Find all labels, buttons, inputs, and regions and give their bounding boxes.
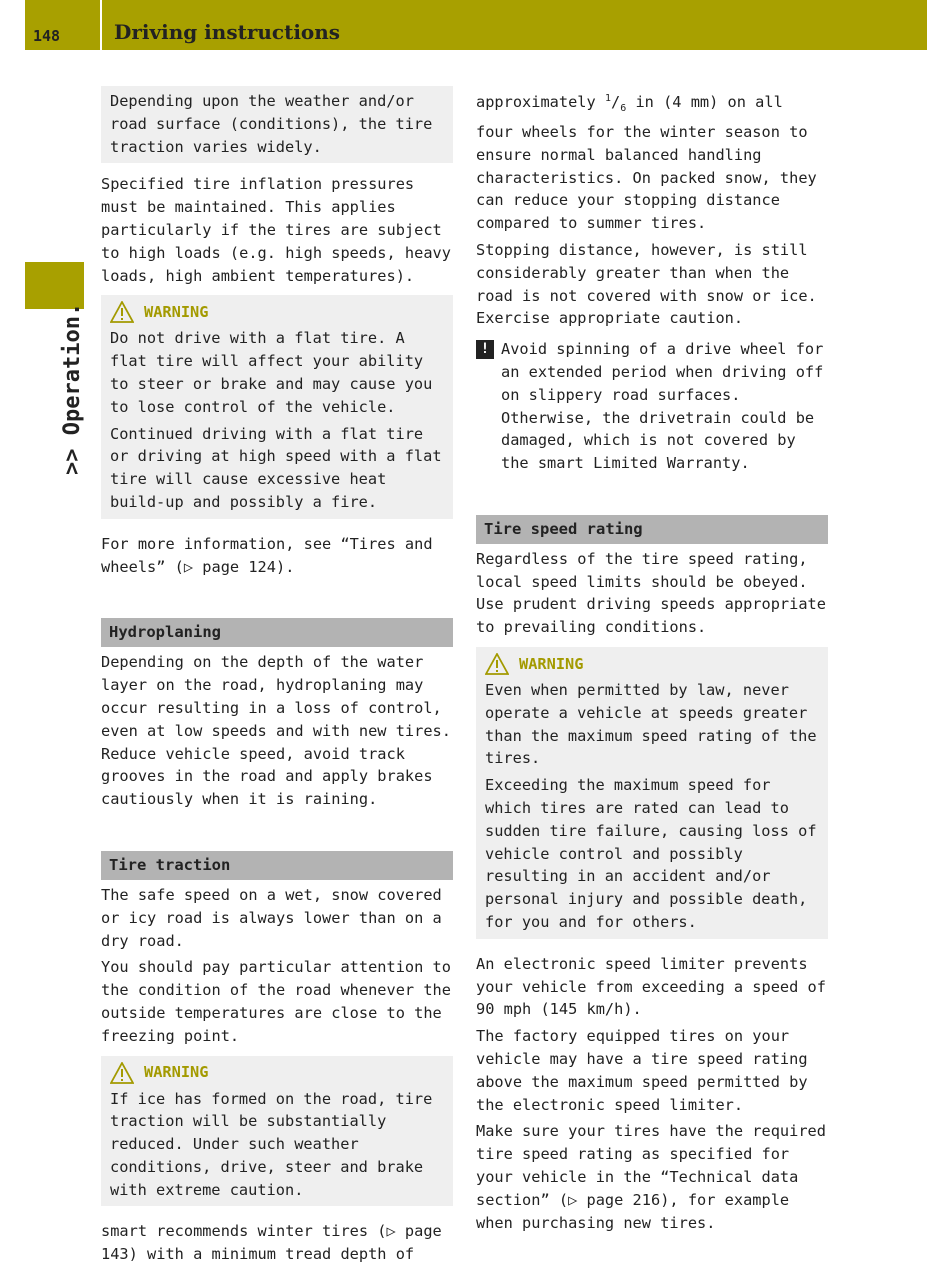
fraction-denominator: 6 [620,103,627,115]
paragraph: smart recommends winter tires (▷ page 143) with a minimum tread depth of [101,1222,442,1264]
warning-text: Even when permitted by law, never operate a vehicle at speeds greater than the maximum speed rating of the tires. [485,681,817,768]
paragraph: The safe speed on a wet, snow covered or icy road is always lower than on a dry road. [101,885,442,950]
fraction: $^1/_6$ [604,93,627,115]
fraction-numerator: 1 [604,93,611,104]
note-text: Avoid spinning of a drive wheel for an extended period when driving off on slippery road surfaces. Otherwise, the drivetrain could be damaged, which is not covered by the smart Limited Warranty. [501,340,824,473]
paragraph: Specified tire inflation pressures must be maintained. This applies particularly if the tires are subject to high loads (e.g. high speeds, heavy loads, high ambient temperatures). [101,175,451,285]
page-title: Driving instructions [114,20,341,44]
paragraph: Regardless of the tire speed rating, local speed limits should be obeyed. Use prudent driving speeds appropriate to prevailing conditions. [476,549,826,637]
warning-header [110,299,445,325]
paragraph [476,88,828,235]
paragraph: For more information, see “Tires and wheels” (▷ page 124). [101,534,433,576]
note-block [476,338,828,475]
text-continued: in (4 mm) on all four wheels for the winter season to ensure normal balanced handling characteristics. On packed snow, they can reduce your stopping distance compared to summer tires. [476,93,817,233]
paragraph: You should pay particular attention to the condition of the road whenever the outside temperatures are close to the freezing point. [101,958,451,1045]
info-box [101,86,453,163]
paragraph: The factory equipped tires on your vehicle may have a tire speed rating above the maximum speed permitted by the electronic speed limiter. [476,1027,808,1114]
text-approximately: approximately [476,93,596,112]
warning-triangle-icon [485,653,509,675]
paragraph: Stopping distance, however, is still considerably greater than when the road is not covered with snow or ice. Exercise appropriate caution. [476,240,817,328]
paragraph: Depending on the depth of the water layer on the road, hydroplaning may occur resulting in a loss of control, even at low speeds and with new tires. Reduce vehicle speed, avoid track grooves in the road and apply brakes cautiously when it is raining. [101,653,451,809]
warning-box [476,647,828,939]
warning-triangle-icon [110,1062,134,1084]
warning-triangle-icon [110,301,134,323]
warning-text: Continued driving with a flat tire or driving at high speed with a flat tire will cause excessive heat build-up and possibly a fire. [110,424,442,511]
warning-box [101,1056,453,1207]
page-number: 148 [33,27,61,45]
right-column [476,88,828,1238]
exclamation-icon: ! [476,340,494,359]
section-heading-hydroplaning: Hydroplaning [101,618,453,647]
info-box-text: Depending upon the weather and/or road surface (conditions), the tire traction varies widely. [110,92,433,156]
side-section-label: >> Operation. [60,302,85,475]
section-heading-tire-traction: Tire traction [101,851,453,880]
warning-text: Exceeding the maximum speed for which tires are rated can lead to sudden tire failure, causing loss of vehicle control and possibly resulting in an accident and/or personal injury and possible death, for you and for others. [485,776,817,932]
header-separator [100,0,102,50]
warning-text: If ice has formed on the road, tire traction will be substantially reduced. Under such weather conditions, drive, steer and brake with extreme caution. [110,1089,433,1199]
paragraph: An electronic speed limiter prevents your vehicle from exceeding a speed of 90 mph (145 km/h). [476,954,826,1019]
warning-title: WARNING [519,654,584,673]
warning-title: WARNING [144,302,209,321]
section-heading-tire-speed-rating: Tire speed rating [476,515,828,544]
paragraph: Make sure your tires have the required tire speed rating as specified for your vehicle in the “Technical data section” (▷ page 216), for example when purchasing new tires. [476,1122,826,1232]
warning-header [110,1060,445,1086]
warning-text: Do not drive with a flat tire. A flat tire will affect your ability to steer or brake and may cause you to lose control of the vehicle. [110,329,433,416]
left-column [101,86,453,1270]
warning-box [101,295,453,518]
warning-title: WARNING [144,1063,209,1082]
warning-header [485,651,820,677]
